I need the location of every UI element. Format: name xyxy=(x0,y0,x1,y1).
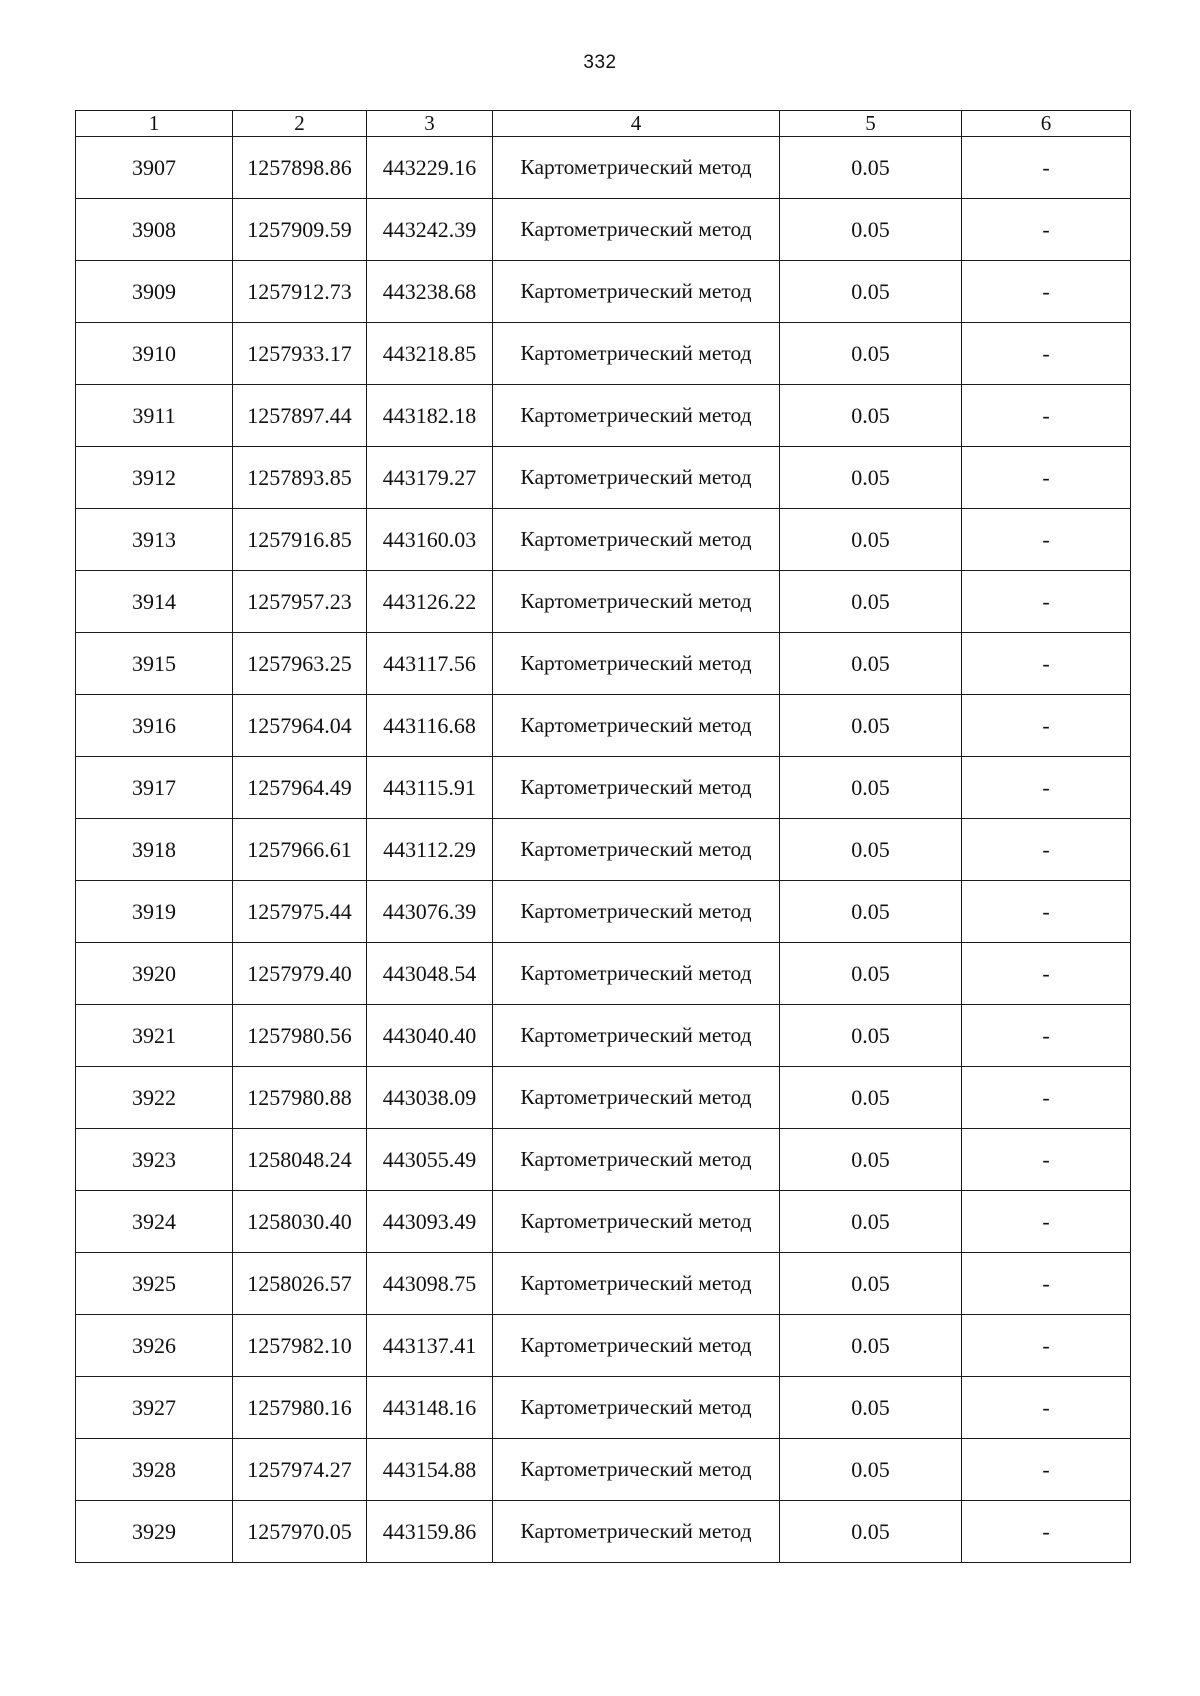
y-coordinate-cell: 443040.40 xyxy=(367,1005,493,1067)
note-cell: - xyxy=(962,1067,1131,1129)
note-cell: - xyxy=(962,1005,1131,1067)
method-cell: Картометрический метод xyxy=(493,1253,780,1315)
table-row xyxy=(76,633,1131,695)
accuracy-cell: 0.05 xyxy=(780,1253,962,1315)
x-coordinate-cell: 1257964.49 xyxy=(233,757,367,819)
x-coordinate-cell: 1257982.10 xyxy=(233,1315,367,1377)
method-cell: Картометрический метод xyxy=(493,695,780,757)
y-coordinate-cell: 443229.16 xyxy=(367,137,493,199)
x-coordinate-cell: 1257909.59 xyxy=(233,199,367,261)
accuracy-cell: 0.05 xyxy=(780,571,962,633)
note-cell: - xyxy=(962,261,1131,323)
method-cell: Картометрический метод xyxy=(493,509,780,571)
y-coordinate-cell: 443218.85 xyxy=(367,323,493,385)
table-row xyxy=(76,385,1131,447)
point-number-cell: 3907 xyxy=(76,137,233,199)
table-row xyxy=(76,1377,1131,1439)
note-cell: - xyxy=(962,1315,1131,1377)
accuracy-cell: 0.05 xyxy=(780,137,962,199)
point-number-cell: 3912 xyxy=(76,447,233,509)
note-cell: - xyxy=(962,819,1131,881)
x-coordinate-cell: 1257980.88 xyxy=(233,1067,367,1129)
x-coordinate-cell: 1257975.44 xyxy=(233,881,367,943)
point-number-cell: 3929 xyxy=(76,1501,233,1563)
accuracy-cell: 0.05 xyxy=(780,261,962,323)
table-row xyxy=(76,199,1131,261)
note-cell: - xyxy=(962,1439,1131,1501)
note-cell: - xyxy=(962,571,1131,633)
table-row xyxy=(76,819,1131,881)
method-cell: Картометрический метод xyxy=(493,571,780,633)
accuracy-cell: 0.05 xyxy=(780,1377,962,1439)
accuracy-cell: 0.05 xyxy=(780,199,962,261)
accuracy-cell: 0.05 xyxy=(780,1067,962,1129)
x-coordinate-cell: 1257964.04 xyxy=(233,695,367,757)
y-coordinate-cell: 443112.29 xyxy=(367,819,493,881)
table-row xyxy=(76,881,1131,943)
note-cell: - xyxy=(962,509,1131,571)
table-row xyxy=(76,1191,1131,1253)
note-cell: - xyxy=(962,1377,1131,1439)
header-row xyxy=(76,111,1131,137)
column-header-6: 6 xyxy=(962,111,1131,137)
point-number-cell: 3908 xyxy=(76,199,233,261)
accuracy-cell: 0.05 xyxy=(780,819,962,881)
method-cell: Картометрический метод xyxy=(493,199,780,261)
y-coordinate-cell: 443076.39 xyxy=(367,881,493,943)
accuracy-cell: 0.05 xyxy=(780,1315,962,1377)
point-number-cell: 3916 xyxy=(76,695,233,757)
point-number-cell: 3909 xyxy=(76,261,233,323)
accuracy-cell: 0.05 xyxy=(780,943,962,1005)
y-coordinate-cell: 443148.16 xyxy=(367,1377,493,1439)
point-number-cell: 3910 xyxy=(76,323,233,385)
x-coordinate-cell: 1258030.40 xyxy=(233,1191,367,1253)
note-cell: - xyxy=(962,385,1131,447)
method-cell: Картометрический метод xyxy=(493,1315,780,1377)
point-number-cell: 3917 xyxy=(76,757,233,819)
y-coordinate-cell: 443116.68 xyxy=(367,695,493,757)
point-number-cell: 3914 xyxy=(76,571,233,633)
table-row xyxy=(76,1315,1131,1377)
x-coordinate-cell: 1257980.56 xyxy=(233,1005,367,1067)
method-cell: Картометрический метод xyxy=(493,323,780,385)
x-coordinate-cell: 1257966.61 xyxy=(233,819,367,881)
table-row xyxy=(76,571,1131,633)
point-number-cell: 3913 xyxy=(76,509,233,571)
note-cell: - xyxy=(962,633,1131,695)
column-header-2: 2 xyxy=(233,111,367,137)
y-coordinate-cell: 443242.39 xyxy=(367,199,493,261)
table-row xyxy=(76,1439,1131,1501)
method-cell: Картометрический метод xyxy=(493,757,780,819)
accuracy-cell: 0.05 xyxy=(780,1005,962,1067)
table-row xyxy=(76,695,1131,757)
y-coordinate-cell: 443117.56 xyxy=(367,633,493,695)
method-cell: Картометрический метод xyxy=(493,1067,780,1129)
note-cell: - xyxy=(962,447,1131,509)
table-row xyxy=(76,757,1131,819)
accuracy-cell: 0.05 xyxy=(780,1439,962,1501)
note-cell: - xyxy=(962,1501,1131,1563)
note-cell: - xyxy=(962,1129,1131,1191)
method-cell: Картометрический метод xyxy=(493,1191,780,1253)
y-coordinate-cell: 443126.22 xyxy=(367,571,493,633)
accuracy-cell: 0.05 xyxy=(780,1501,962,1563)
x-coordinate-cell: 1257898.86 xyxy=(233,137,367,199)
x-coordinate-cell: 1257897.44 xyxy=(233,385,367,447)
accuracy-cell: 0.05 xyxy=(780,509,962,571)
point-number-cell: 3927 xyxy=(76,1377,233,1439)
point-number-cell: 3918 xyxy=(76,819,233,881)
method-cell: Картометрический метод xyxy=(493,943,780,1005)
point-number-cell: 3920 xyxy=(76,943,233,1005)
x-coordinate-cell: 1257980.16 xyxy=(233,1377,367,1439)
y-coordinate-cell: 443137.41 xyxy=(367,1315,493,1377)
x-coordinate-cell: 1257912.73 xyxy=(233,261,367,323)
table-row xyxy=(76,137,1131,199)
note-cell: - xyxy=(962,1253,1131,1315)
method-cell: Картометрический метод xyxy=(493,819,780,881)
column-header-5: 5 xyxy=(780,111,962,137)
page-number: 332 xyxy=(583,52,617,73)
note-cell: - xyxy=(962,323,1131,385)
point-number-cell: 3928 xyxy=(76,1439,233,1501)
table-row xyxy=(76,1005,1131,1067)
accuracy-cell: 0.05 xyxy=(780,1129,962,1191)
method-cell: Картометрический метод xyxy=(493,137,780,199)
method-cell: Картометрический метод xyxy=(493,633,780,695)
table-row xyxy=(76,509,1131,571)
point-number-cell: 3923 xyxy=(76,1129,233,1191)
method-cell: Картометрический метод xyxy=(493,1501,780,1563)
table-body xyxy=(76,137,1131,1563)
x-coordinate-cell: 1257974.27 xyxy=(233,1439,367,1501)
column-header-1: 1 xyxy=(76,111,233,137)
point-number-cell: 3925 xyxy=(76,1253,233,1315)
point-number-cell: 3919 xyxy=(76,881,233,943)
method-cell: Картометрический метод xyxy=(493,261,780,323)
method-cell: Картометрический метод xyxy=(493,385,780,447)
y-coordinate-cell: 443038.09 xyxy=(367,1067,493,1129)
point-number-cell: 3921 xyxy=(76,1005,233,1067)
point-number-cell: 3924 xyxy=(76,1191,233,1253)
accuracy-cell: 0.05 xyxy=(780,757,962,819)
note-cell: - xyxy=(962,1191,1131,1253)
note-cell: - xyxy=(962,943,1131,1005)
accuracy-cell: 0.05 xyxy=(780,447,962,509)
x-coordinate-cell: 1258048.24 xyxy=(233,1129,367,1191)
note-cell: - xyxy=(962,695,1131,757)
method-cell: Картометрический метод xyxy=(493,1129,780,1191)
table-header xyxy=(76,111,1131,137)
y-coordinate-cell: 443154.88 xyxy=(367,1439,493,1501)
column-header-3: 3 xyxy=(367,111,493,137)
x-coordinate-cell: 1257916.85 xyxy=(233,509,367,571)
x-coordinate-cell: 1258026.57 xyxy=(233,1253,367,1315)
x-coordinate-cell: 1257970.05 xyxy=(233,1501,367,1563)
point-number-cell: 3911 xyxy=(76,385,233,447)
method-cell: Картометрический метод xyxy=(493,447,780,509)
table-row xyxy=(76,1253,1131,1315)
x-coordinate-cell: 1257893.85 xyxy=(233,447,367,509)
y-coordinate-cell: 443238.68 xyxy=(367,261,493,323)
note-cell: - xyxy=(962,757,1131,819)
table-row xyxy=(76,1067,1131,1129)
table-row xyxy=(76,943,1131,1005)
y-coordinate-cell: 443160.03 xyxy=(367,509,493,571)
y-coordinate-cell: 443115.91 xyxy=(367,757,493,819)
column-header-4: 4 xyxy=(493,111,780,137)
table-row xyxy=(76,447,1131,509)
y-coordinate-cell: 443093.49 xyxy=(367,1191,493,1253)
point-number-cell: 3915 xyxy=(76,633,233,695)
y-coordinate-cell: 443159.86 xyxy=(367,1501,493,1563)
table-row xyxy=(76,1501,1131,1563)
method-cell: Картометрический метод xyxy=(493,881,780,943)
table-row xyxy=(76,1129,1131,1191)
accuracy-cell: 0.05 xyxy=(780,385,962,447)
table-row xyxy=(76,323,1131,385)
y-coordinate-cell: 443179.27 xyxy=(367,447,493,509)
point-number-cell: 3922 xyxy=(76,1067,233,1129)
accuracy-cell: 0.05 xyxy=(780,881,962,943)
accuracy-cell: 0.05 xyxy=(780,323,962,385)
table-row xyxy=(76,261,1131,323)
x-coordinate-cell: 1257933.17 xyxy=(233,323,367,385)
y-coordinate-cell: 443048.54 xyxy=(367,943,493,1005)
method-cell: Картометрический метод xyxy=(493,1005,780,1067)
x-coordinate-cell: 1257963.25 xyxy=(233,633,367,695)
x-coordinate-cell: 1257979.40 xyxy=(233,943,367,1005)
note-cell: - xyxy=(962,881,1131,943)
method-cell: Картометрический метод xyxy=(493,1377,780,1439)
accuracy-cell: 0.05 xyxy=(780,633,962,695)
y-coordinate-cell: 443182.18 xyxy=(367,385,493,447)
method-cell: Картометрический метод xyxy=(493,1439,780,1501)
y-coordinate-cell: 443055.49 xyxy=(367,1129,493,1191)
note-cell: - xyxy=(962,137,1131,199)
accuracy-cell: 0.05 xyxy=(780,695,962,757)
y-coordinate-cell: 443098.75 xyxy=(367,1253,493,1315)
x-coordinate-cell: 1257957.23 xyxy=(233,571,367,633)
point-number-cell: 3926 xyxy=(76,1315,233,1377)
coordinates-table xyxy=(75,110,1131,1563)
accuracy-cell: 0.05 xyxy=(780,1191,962,1253)
note-cell: - xyxy=(962,199,1131,261)
